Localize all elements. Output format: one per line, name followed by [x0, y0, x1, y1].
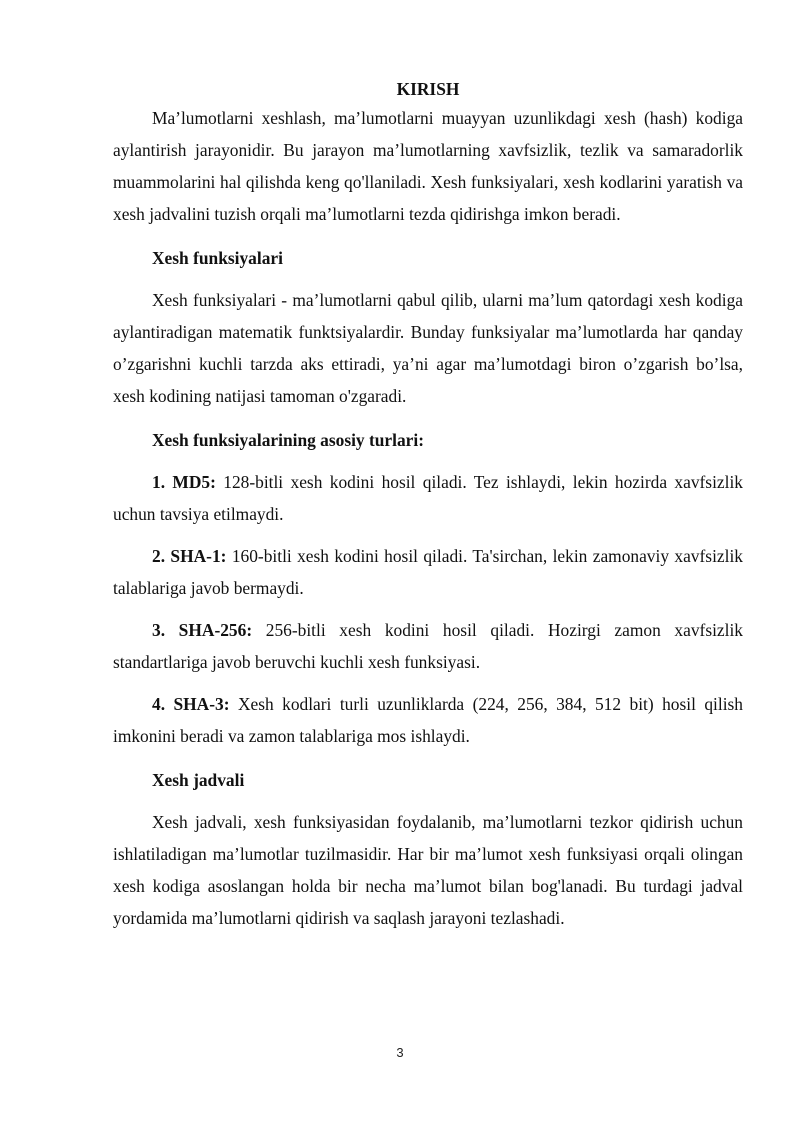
page-title: KIRISH	[396, 79, 460, 99]
list-item-sha1	[113, 540, 743, 604]
hash-functions-paragraph: Xesh funksiyalari - ma’lumotlarni qabul qilib, ularni ma’lum qatordagi xesh kodiga aylantiradigan matematik funktsiyalardir. Bunday funksiyalar ma’lumotlarda har qanday o’zgarishni kuchli tarzda aks ettiradi, ya’ni agar ma’lumotdagi biron o’zgarish bo’lsa, xesh kodining natijasi tamoman o'zgaradi.	[113, 290, 743, 406]
list-item-text: Xesh kodlari turli uzunliklarda (224, 256, 384, 512 bit) hosil qilish imkonini beradi va zamon talablariga mos ishlaydi.	[113, 694, 743, 746]
list-item-label: 4. SHA-3:	[152, 694, 230, 714]
list-item-label: 1. MD5:	[152, 472, 216, 492]
hash-table-paragraph: Xesh jadvali, xesh funksiyasidan foydalanib, ma’lumotlarni tezkor qidirish uchun ishlatiladigan ma’lumotlar tuzilmasidir. Har bir ma’lumot xesh funksiyasi orqali olingan xesh kodiga asoslangan holda bir necha ma’lumot bilan bog'lanadi. Bu turdagi jadval yordamida ma’lumotlarni qidirish va saqlash jarayoni tezlashadi.	[113, 812, 743, 928]
list-item-label: 3. SHA-256:	[152, 620, 253, 640]
page-body	[113, 78, 743, 934]
section-heading-hash-types: Xesh funksiyalarining asosiy turlari:	[152, 430, 425, 450]
section-heading-hash-functions: Xesh funksiyalari	[152, 248, 283, 268]
list-item-text: 160-bitli xesh kodini hosil qiladi. Ta'sirchan, lekin zamonaviy xavfsizlik talablariga javob bermaydi.	[113, 546, 743, 598]
section-heading-hash-table: Xesh jadvali	[152, 770, 245, 790]
list-item-text: 128-bitli xesh kodini hosil qiladi. Tez ishlaydi, lekin hozirda xavfsizlik uchun tavsiya etilmaydi.	[113, 472, 743, 524]
list-item-text: 256-bitli xesh kodini hosil qiladi. Hozirgi zamon xavfsizlik standartlariga javob beruvchi kuchli xesh funksiyasi.	[113, 620, 743, 672]
page-number: 3	[396, 1045, 404, 1060]
list-item-sha3	[113, 688, 743, 752]
list-item-label: 2. SHA-1:	[152, 546, 227, 566]
list-item-md5	[113, 466, 743, 530]
list-item-sha256	[113, 614, 743, 678]
intro-paragraph: Ma’lumotlarni xeshlash, ma’lumotlarni muayyan uzunlikdagi xesh (hash) kodiga aylantirish jarayonidir. Bu jarayon ma’lumotlarning xavfsizlik, tezlik va samaradorlik muammolarini hal qilishda keng qo'llaniladi. Xesh funksiyalari, xesh kodlarini yaratish va xesh jadvalini tuzish orqali ma’lumotlarni tezda qidirishga imkon beradi.	[113, 108, 743, 224]
